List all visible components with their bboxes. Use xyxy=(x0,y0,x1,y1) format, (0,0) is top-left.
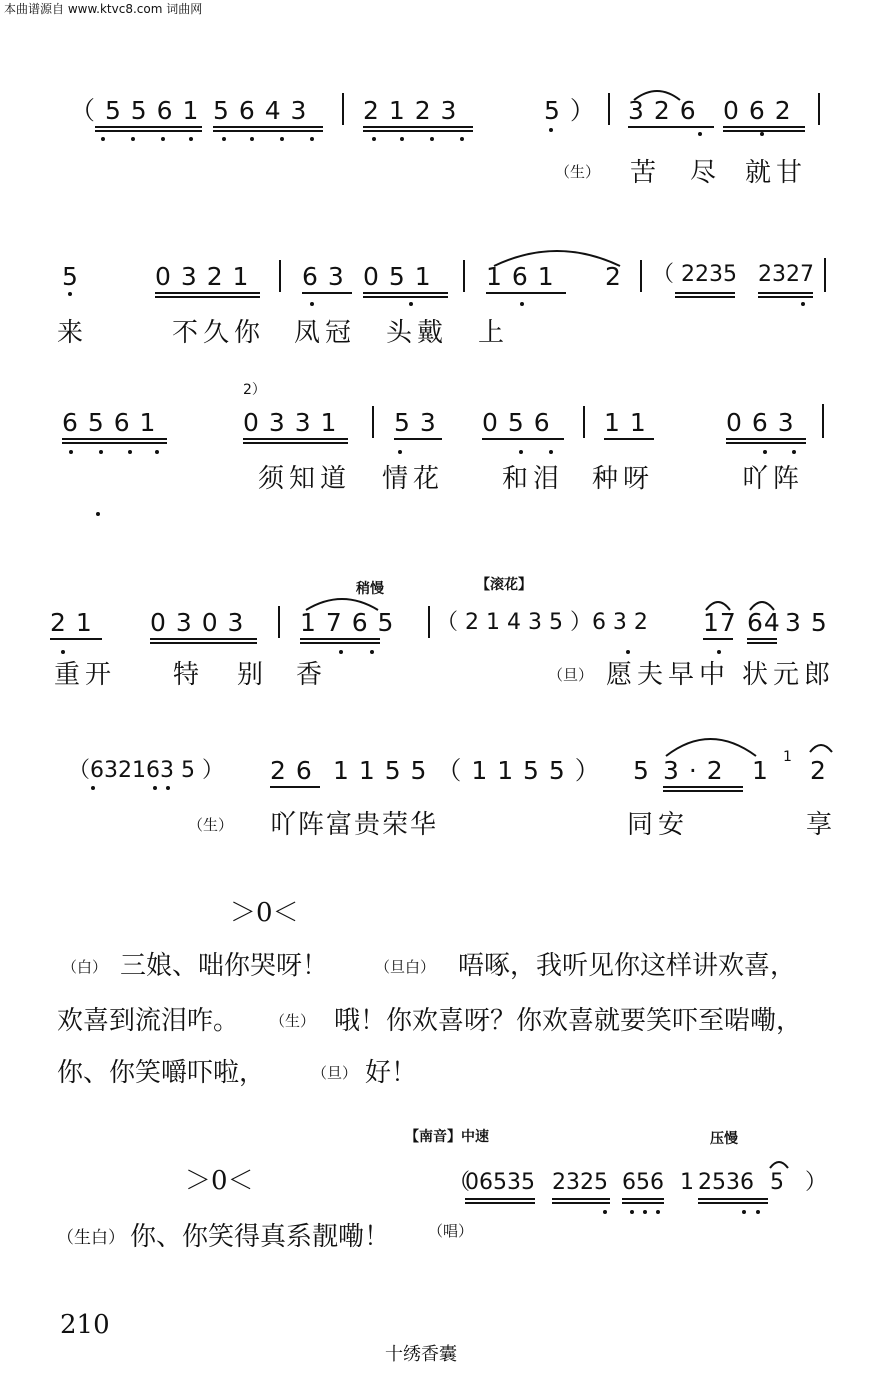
note-group: 5 xyxy=(633,756,650,785)
slur xyxy=(704,598,732,612)
role-label: （白） xyxy=(62,958,108,976)
note-group: 1 6 1 xyxy=(486,262,555,291)
slur xyxy=(748,598,776,612)
grace-note: 1 xyxy=(783,749,792,765)
note-group: 0 6 2 xyxy=(723,96,792,125)
note-group: （632163 5 ） xyxy=(68,758,224,783)
note-group: 1 7 6 5 xyxy=(300,608,395,637)
note-group: 1 xyxy=(680,1170,694,1195)
barline xyxy=(279,260,281,292)
lyric: 香 xyxy=(296,660,328,690)
dialogue-text: 欢喜到流泪咋。 xyxy=(57,1006,240,1036)
lyric: 同安 xyxy=(627,810,690,840)
barline xyxy=(428,606,430,638)
role-label: （生） xyxy=(188,816,234,834)
lyric: 上 xyxy=(478,318,510,348)
barline xyxy=(608,93,610,125)
barline xyxy=(278,606,280,638)
barline xyxy=(640,260,642,292)
role-label: （生白） xyxy=(57,1228,125,1248)
slur xyxy=(304,594,380,612)
marker: ＞0＜ xyxy=(230,898,299,928)
barline xyxy=(583,406,585,438)
dialogue-text: 唔啄，我听见你这样讲欢喜， xyxy=(458,951,797,981)
note-group: 0 5 1 xyxy=(363,262,432,291)
lyric: 情花 xyxy=(382,464,445,494)
lyric: 和泪 xyxy=(502,464,565,494)
role-label: （唱） xyxy=(428,1222,474,1240)
fermata xyxy=(768,1158,790,1170)
barline xyxy=(463,260,465,292)
barline xyxy=(372,406,374,438)
slur xyxy=(664,732,758,758)
note-group: 0 6 3 xyxy=(726,408,795,437)
note-group: 3 2 6 xyxy=(628,96,697,125)
note-group: 2327 xyxy=(758,262,814,287)
barline xyxy=(822,404,824,438)
note-group: （ 2 1 4 3 5 ）6 3 2 xyxy=(436,610,648,635)
note-group: 2 xyxy=(810,756,827,785)
note-group: 2 6 xyxy=(270,756,313,785)
note-group: 17 xyxy=(703,608,737,637)
note-group: （ xyxy=(448,1170,471,1195)
lyric: 享 xyxy=(806,810,838,840)
lyric: 别 xyxy=(237,660,269,690)
lyric: 凤冠 xyxy=(294,318,357,348)
note-group: 5 6 4 3 xyxy=(213,96,308,125)
note-group: 06535 xyxy=(465,1170,535,1195)
lyric: 尽 xyxy=(690,158,722,188)
note-group: 0 5 6 xyxy=(482,408,551,437)
barline xyxy=(342,93,344,125)
slur xyxy=(632,86,682,102)
lyric: 特 xyxy=(173,660,205,690)
lyric: 愿夫早中 xyxy=(606,660,731,690)
lyric: 种呀 xyxy=(592,464,655,494)
role-label: （旦） xyxy=(312,1064,358,1082)
note-group: 5 ） xyxy=(544,96,596,125)
note-group: 656 xyxy=(622,1170,664,1195)
book-title: 十绣香囊 xyxy=(385,1344,457,1365)
marker: ＞0＜ xyxy=(185,1166,254,1196)
note-group: （ 2235 xyxy=(652,262,737,287)
note-group: 5 xyxy=(770,1170,784,1195)
note-group: 0 3 2 1 xyxy=(155,262,250,291)
note-group: 6 5 6 1 xyxy=(62,408,157,437)
note-group: 3 5 xyxy=(785,608,828,637)
note-group: ） xyxy=(805,1170,828,1195)
note-group: 2 1 xyxy=(50,608,93,637)
dialogue-text: 你、你笑嚼吓啦， xyxy=(57,1058,266,1088)
role-label: （生） xyxy=(270,1012,316,1030)
note-group: 1 xyxy=(752,756,769,785)
note-group: 0 3 3 1 xyxy=(243,408,338,437)
note-group: 2536 xyxy=(698,1170,754,1195)
dialogue-text: 哦！你欢喜呀？你欢喜就要笑吓至啱嘞， xyxy=(334,1006,803,1036)
note-group: 5 xyxy=(62,262,79,291)
note-group: （ 5 5 6 1 xyxy=(70,96,200,125)
slur xyxy=(492,244,622,270)
tempo-mark: 压慢 xyxy=(710,1131,738,1147)
lyric: 不久你 xyxy=(172,318,266,348)
lyric: 须知道 xyxy=(258,464,352,494)
lyric: 来 xyxy=(57,318,89,348)
lyric: 状元郎 xyxy=(742,660,836,690)
section-mark: 【滚花】 xyxy=(476,577,532,593)
role-label: （旦） xyxy=(548,666,594,684)
lyric: 就甘 xyxy=(745,158,808,188)
lyric: 吖阵富贵荣华 xyxy=(270,810,439,840)
note-group: 2 xyxy=(605,262,622,291)
note-group: 3 · 2 xyxy=(663,756,724,785)
note-group: 1 1 xyxy=(604,408,647,437)
lyric: 苦 xyxy=(630,158,662,188)
section-mark: 【南音】中速 xyxy=(405,1129,489,1145)
note-group: 64 xyxy=(747,608,781,637)
page-number: 210 xyxy=(60,1310,110,1340)
dialogue-text: 你、你笑得真系靓嘞！ xyxy=(130,1222,391,1252)
note-group: 0 3 0 3 xyxy=(150,608,245,637)
watermark: 本曲谱源自 www.ktvc8.com 词曲网 xyxy=(4,2,203,16)
tempo-mark: 稍慢 xyxy=(356,581,384,597)
note-group: 1 1 5 5 （ 1 1 5 5 ） xyxy=(333,756,601,785)
barline xyxy=(818,93,820,125)
lyric: 头戴 xyxy=(386,318,449,348)
dialogue-text: 三娘、咄你哭呀！ xyxy=(120,951,329,981)
lyric: 吖阵 xyxy=(742,464,805,494)
fermata xyxy=(808,740,834,754)
role-label: （生） xyxy=(555,163,601,181)
note-group: 2325 xyxy=(552,1170,608,1195)
lyric: 重开 xyxy=(54,660,117,690)
note-group: 6 3 xyxy=(302,262,345,291)
barline xyxy=(824,258,826,292)
annotation: 2） xyxy=(243,382,266,398)
dialogue-text: 好！ xyxy=(365,1058,418,1088)
note-group: 5 3 xyxy=(394,408,437,437)
role-label: （旦白） xyxy=(375,958,436,976)
note-group: 2 1 2 3 xyxy=(363,96,458,125)
